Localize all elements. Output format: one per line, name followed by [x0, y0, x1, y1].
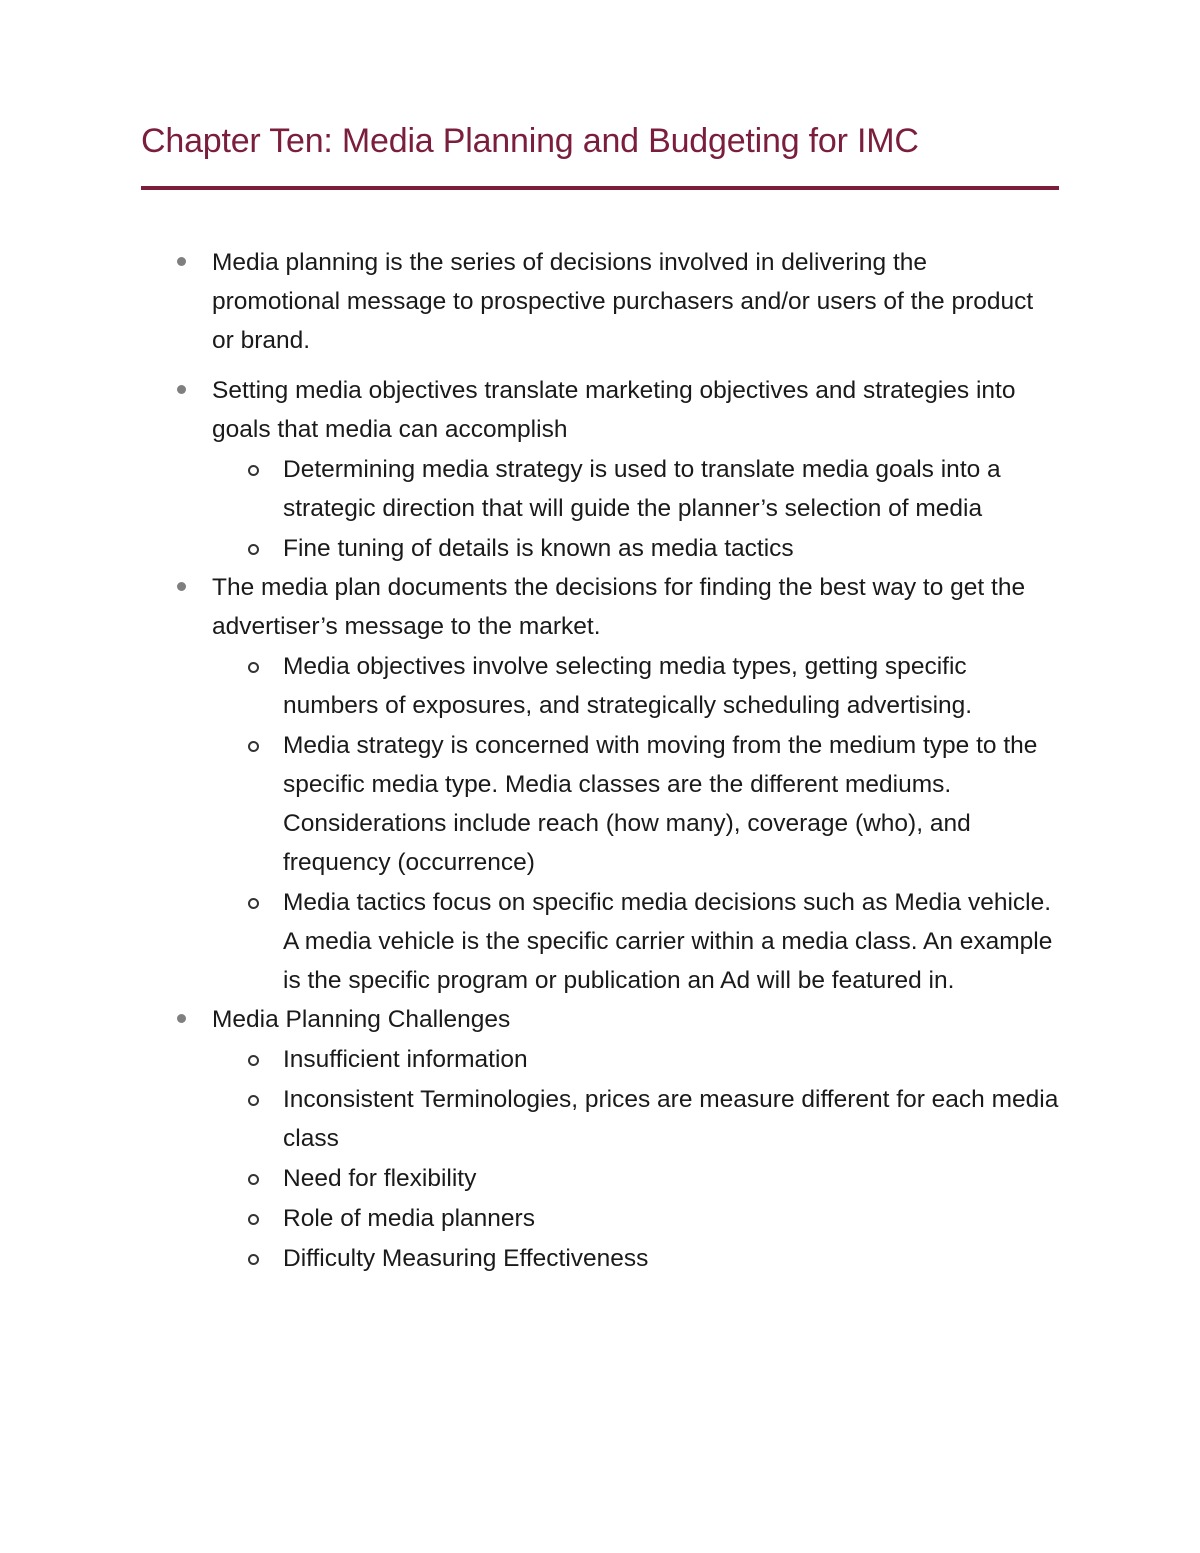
sub-bullet-item	[212, 529, 1059, 568]
bullet-text: Setting media objectives translate marketing objectives and strategies into goals that media can accomplish	[212, 377, 1016, 443]
sub-bullet-item	[212, 1239, 1059, 1278]
bullet-text: Media planning is the series of decisions involved in delivering the promotional message to prospective purchasers and/or users of the product or brand.	[212, 249, 1034, 354]
sub-bullet-item	[212, 647, 1059, 725]
sub-bullet-text: Media tactics focus on specific media decisions such as Media vehicle. A media vehicle is the specific carrier within a media class. An example is the specific program or publication an Ad will be featured in.	[283, 889, 1053, 994]
bullet-circle-icon	[248, 1214, 259, 1225]
sub-bullet-list	[212, 1040, 1059, 1278]
bullet-item	[141, 568, 1059, 1000]
bullet-item	[141, 1000, 1059, 1278]
bullet-circle-icon	[248, 898, 259, 909]
sub-bullet-item	[212, 726, 1059, 882]
page-title: Chapter Ten: Media Planning and Budgeting for IMC	[141, 122, 919, 160]
bullet-circle-icon	[248, 741, 259, 752]
sub-bullet-text: Need for flexibility	[283, 1165, 477, 1192]
sub-bullet-list	[212, 647, 1059, 1000]
bullet-circle-icon	[248, 1174, 259, 1185]
bullet-dot-icon	[177, 257, 186, 266]
sub-bullet-item	[212, 1159, 1059, 1198]
sub-bullet-item	[212, 1080, 1059, 1158]
sub-bullet-item	[212, 1199, 1059, 1238]
bullet-dot-icon	[177, 582, 186, 591]
bullet-item	[141, 243, 1059, 360]
sub-bullet-item	[212, 450, 1059, 528]
bullet-list	[141, 243, 1059, 1278]
sub-bullet-item	[212, 883, 1059, 1000]
bullet-text: The media plan documents the decisions for finding the best way to get the advertiser’s message to the market.	[212, 574, 1026, 640]
sub-bullet-text: Fine tuning of details is known as media tactics	[283, 535, 794, 562]
bullet-circle-icon	[248, 1095, 259, 1106]
bullet-text: Media Planning Challenges	[212, 1006, 511, 1033]
bullet-dot-icon	[177, 1014, 186, 1023]
title-divider	[141, 186, 1059, 190]
sub-bullet-text: Insufficient information	[283, 1046, 528, 1073]
sub-bullet-list	[212, 450, 1059, 568]
bullet-dot-icon	[177, 385, 186, 394]
bullet-circle-icon	[248, 465, 259, 476]
bullet-circle-icon	[248, 662, 259, 673]
bullet-circle-icon	[248, 544, 259, 555]
sub-bullet-text: Media objectives involve selecting media types, getting specific numbers of exposures, and strategically scheduling advertising.	[283, 653, 973, 719]
bullet-circle-icon	[248, 1055, 259, 1066]
bullet-circle-icon	[248, 1254, 259, 1265]
sub-bullet-text: Determining media strategy is used to translate media goals into a strategic direction that will guide the planner’s selection of media	[283, 456, 1001, 522]
sub-bullet-text: Inconsistent Terminologies, prices are measure different for each media class	[283, 1086, 1059, 1152]
sub-bullet-text: Role of media planners	[283, 1205, 535, 1232]
sub-bullet-text: Media strategy is concerned with moving from the medium type to the specific media type. Media classes are the different mediums. Considerations include reach (how many), coverage (who), and frequency (occurrence)	[283, 732, 1038, 876]
bullet-item	[141, 371, 1059, 568]
sub-bullet-item	[212, 1040, 1059, 1079]
document-body	[141, 243, 1059, 1278]
sub-bullet-text: Difficulty Measuring Effectiveness	[283, 1245, 649, 1272]
